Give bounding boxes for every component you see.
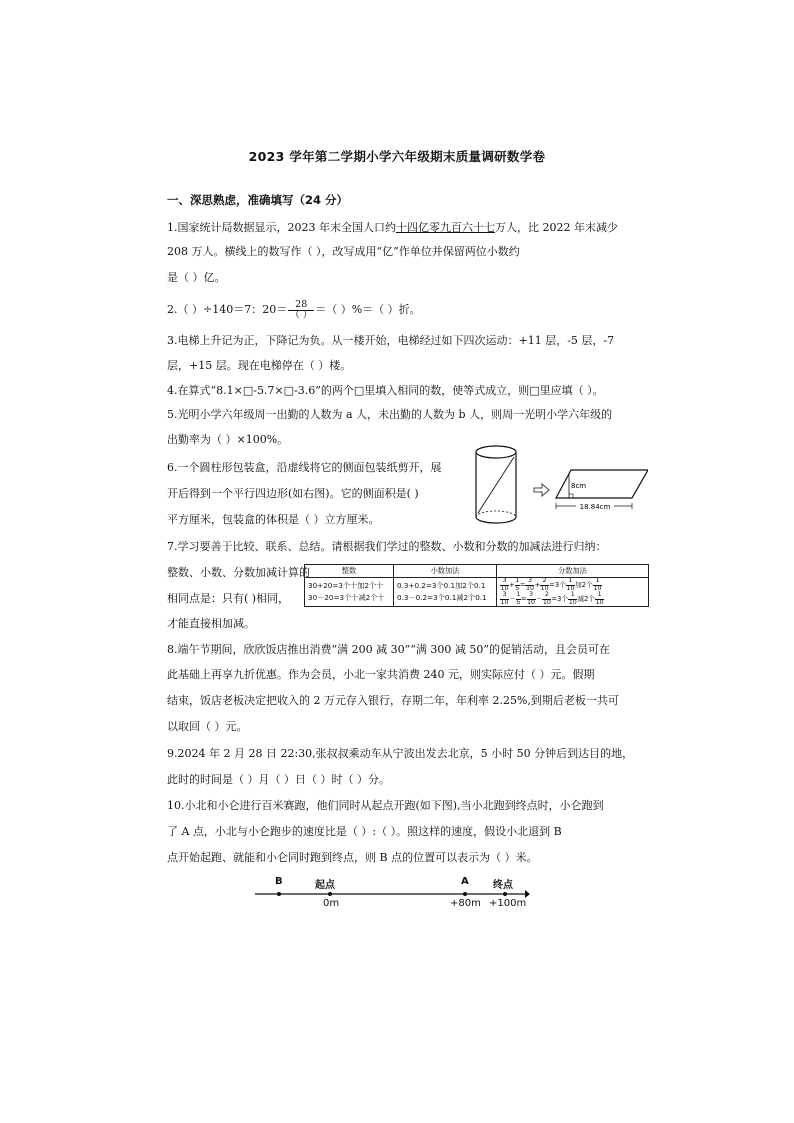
base-label: 18.84cm [579,503,611,511]
q8-line2: 此基础上再享九折优惠。作为会员，小北一家共消费 240 元，则实际应付（ ）元。假期 [167,668,595,681]
q8-line3: 结束，饭店老板决定把收入的 2 万元存入银行，存期二年，年利率 2.25%,到期后老板一共可 [167,694,619,707]
cylinder-unfold-figure [468,443,648,528]
q10-line1: 10.小北和小仑进行百米赛跑，他们同时从起点开跑(如下图),当小北跑到终点时，小仑跑到 [167,799,604,812]
q7-line4: 才能直接相加减。 [167,617,255,630]
operator: + [509,581,515,589]
point-b-label: B [275,876,283,887]
q2-fraction [288,300,314,321]
zero-label: 0m [323,898,340,909]
decimal-cell [394,578,497,607]
fraction-addition: $\frac{3}{10}$ + $\frac{1}{5}$ = $\frac{3}{10}$ + $\frac{2}{10}$ =3个 $\frac{1}{10}$ 加2个 $\frac{1}{10}$ [500,577,602,592]
start-dot [328,892,332,896]
fraction [595,592,604,606]
point-a-dot [463,892,467,896]
arrow-right-icon [534,484,549,496]
race-number-line [255,878,530,912]
numerator: 3 [527,592,536,600]
denominator: 10 [525,584,534,592]
fraction [540,578,549,592]
fraction-subtraction: $\frac{3}{10}$ － $\frac{1}{5}$ = $\frac{3}{10}$ － $\frac{2}{10}$ =3个 $\frac{1}{10}$ 减2个 $\frac{1}{10}$ [500,591,604,606]
numerator: 1 [568,592,577,600]
fraction-text: 加2个 [575,581,593,589]
q1-text-a: 1.国家统计局数据显示，2023 年末全国人口约 [167,221,396,234]
q6-line1: 6.一个圆柱形包装盒，沿虚线将它的侧面包装纸剪开，展 [167,461,442,474]
q7-line1: 7.学习要善于比较、联系、总结。请根据我们学过的整数、小数和分数的加减法进行归纳： [167,540,607,553]
integer-subtraction: 30－20=3个十减2个十 [308,593,385,602]
q9-line1: 9.2024 年 2 月 28 日 22:30,张叔叔乘动车从宁波出发去北京，5 小时 50 分钟后到达目的地， [167,747,634,760]
q1-line3: 是（ ）亿。 [167,271,226,284]
fraction-text: 减2个 [577,595,596,603]
q1-text-b: 万人，比 2022 年末减少 [495,221,618,234]
denominator: 10 [540,584,549,592]
q4-line1: 4.在算式“8.1×□-5.7×□-3.6”的两个□里填入相同的数，使等式成立，则□里应填（ ）。 [167,384,604,397]
decimal-addition: 0.3+0.2=3个0.1加2个0.1 [397,581,486,590]
denominator: 5 [515,584,520,592]
start-label: 起点 [315,880,335,891]
table-header-row [305,565,649,578]
denominator: 10 [593,584,602,592]
operator: + [534,581,541,589]
eighty-label: +80m [450,898,481,909]
arrow-head-icon [525,890,530,898]
addition-comparison-table [304,564,649,607]
decimal-subtraction: 0.3－0.2=3个0.1减2个0.1 [397,593,487,602]
fraction [566,578,575,592]
numerator: 1 [595,592,604,600]
denominator: 10 [566,584,575,592]
numerator: 1 [515,577,520,584]
integer-addition: 30+20=3个十加2个十 [308,581,384,590]
denominator: 10 [500,598,509,606]
q7-line3: 相同点是：只有( )相同， [167,592,290,605]
fraction-cell [497,578,649,607]
height-label: 8cm [571,482,587,490]
q10-line2: 了 A 点，小北与小仑跑步的速度比是（ ）:（ ）。照这样的速度，假设小北退到 B [167,825,562,838]
fraction-text: =3个 [549,581,566,589]
fraction [500,592,509,606]
denominator: 5 [516,598,521,606]
table-row [305,578,649,607]
denominator: 10 [527,598,536,606]
fraction [593,578,602,592]
q9-line2: 此时的时间是（ ）月（ ）日（ ）时（ ）分。 [167,773,390,786]
table-header-integer: 整数 [305,565,394,578]
q8-line4: 以取回（ ）元。 [167,720,248,733]
numerator: 1 [566,578,575,586]
denominator: 10 [500,584,509,592]
q2-text-a: 2.（ ）÷140＝7：20＝ [167,303,288,316]
point-b-dot [277,892,281,896]
q10-line3: 点开始起跑、就能和小仑同时跑到终点，则 B 点的位置可以表示为（ ）米。 [167,851,538,864]
fraction [568,592,577,606]
table-header-fraction: 分数加法 [497,565,649,578]
numerator: 3 [525,578,534,586]
q2-line [167,299,421,321]
fraction-text: =3个 [551,595,569,603]
fraction [542,592,551,606]
q7-line2: 整数、小数、分数加减计算的 [167,566,310,579]
cylinder-icon [476,446,516,523]
q3-line1: 3.电梯上升记为正，下降记为负。从一楼开始，电梯经过如下四次运动：+11 层，-5 层，-7 [167,334,615,347]
parallelogram-shape [556,470,648,511]
q5-line1: 5.光明小学六年级周一出勤的人数为 a 人，未出勤的人数为 b 人，则周一光明小学六年级的 [167,408,613,421]
operator: － [535,595,543,603]
finish-label: 终点 [493,880,513,891]
q1-underlined-number: 十四亿零九百六十七 [396,221,495,234]
denominator: 10 [568,598,577,606]
q2-fraction-numerator: 28 [288,300,314,311]
numerator: 1 [516,591,521,598]
table-header-decimal: 小数加法 [394,565,497,578]
fraction [527,592,536,606]
numerator: 3 [500,578,509,586]
fraction [500,578,509,592]
integer-cell [305,578,394,607]
section-heading: 一、深思熟虑，准确填写（24 分） [167,193,349,207]
q1-line1 [167,220,618,236]
denominator: 10 [595,598,604,606]
q5-line2: 出勤率为（ ）×100%。 [167,433,289,446]
point-a-label: A [461,876,469,887]
q6-line2: 开后得到一个平行四边形(如右图)。它的侧面积是( ) [167,487,419,500]
finish-dot [503,892,507,896]
q6-line3: 平方厘米，包装盒的体积是（ ）立方厘米。 [167,513,380,526]
q3-line2: 层，+15 层。现在电梯停在（ ）楼。 [167,359,352,372]
denominator: 10 [542,598,551,606]
q2-fraction-denominator: （ ） [290,309,313,321]
q1-line2: 208 万人。横线上的数写作（ ），改写成用“亿”作单位并保留两位小数约 [167,245,520,258]
operator: － [509,595,516,603]
q8-line1: 8.端午节期间，欣欣饭店推出消费“满 200 减 30”“满 300 减 50”的促销活动，且会员可在 [167,643,610,656]
page-title: 2023 学年第二学期小学六年级期末质量调研数学卷 [248,149,546,164]
numerator: 2 [542,592,551,600]
hundred-label: +100m [489,898,527,909]
numerator: 3 [500,592,509,600]
q2-text-b: ＝（ ）%＝（ ）折。 [315,303,421,316]
numerator: 2 [540,578,549,586]
numerator: 1 [593,578,602,586]
